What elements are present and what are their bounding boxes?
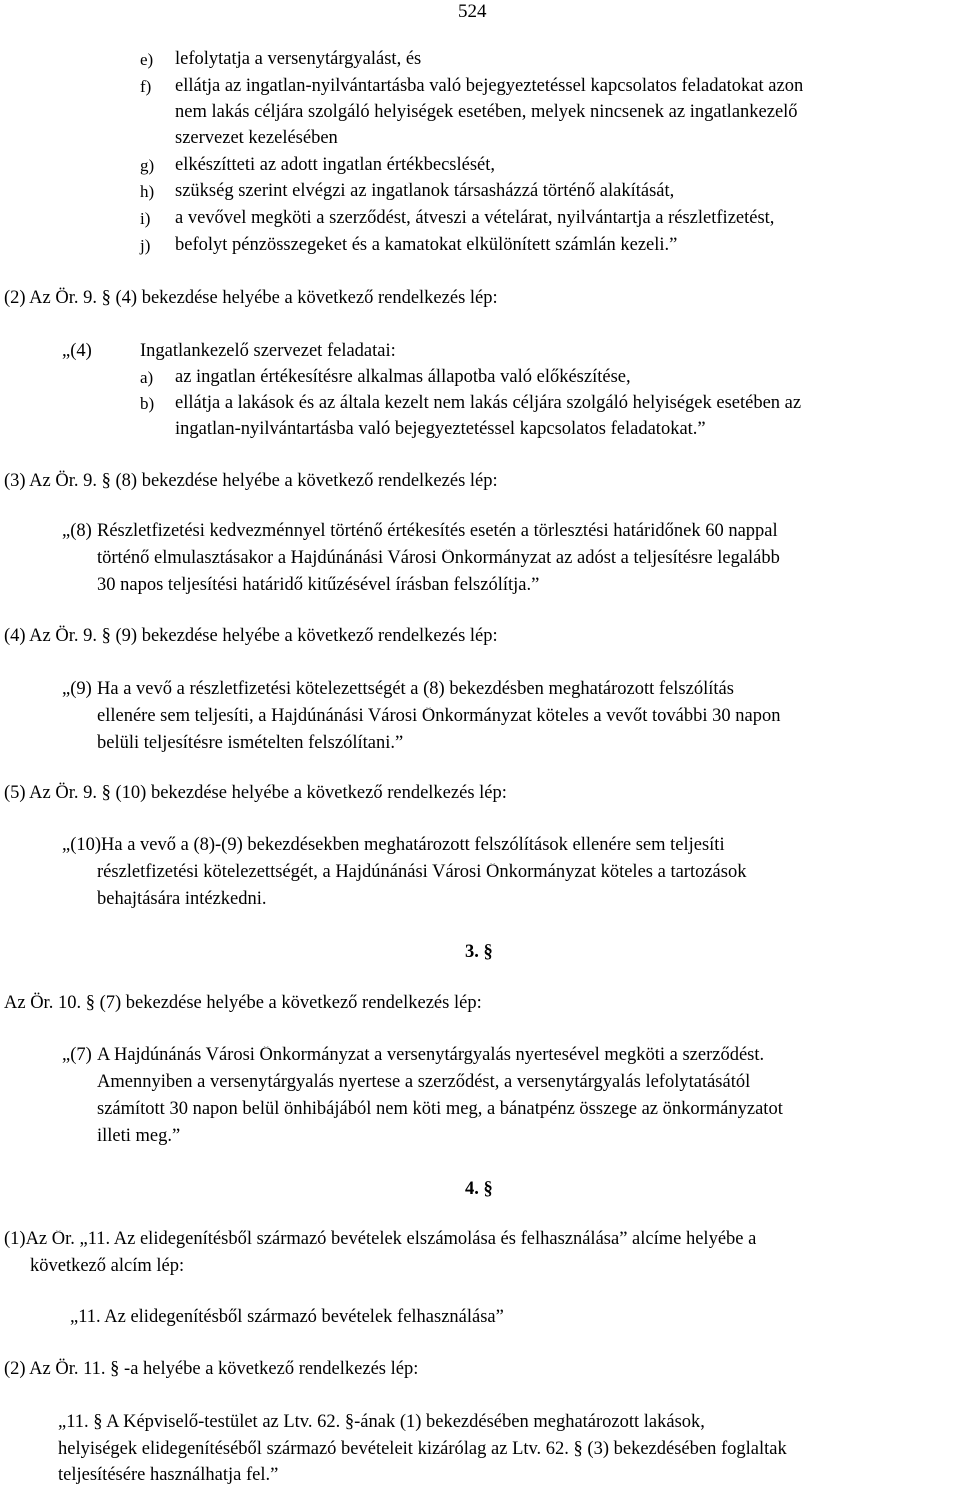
- paragraph-intro: (4) Az Ör. 9. § (9) bekezdése helyébe a következő rendelkezés lép:: [4, 626, 498, 646]
- list-item-text: nem lakás céljára szolgáló helyiségek esetében, melyek nincsenek az ingatlankezelő: [175, 103, 798, 122]
- list-item-label: j): [140, 236, 151, 255]
- list-item-text: szükség szerint elvégzi az ingatlanok társasházzá történő alakítását,: [175, 181, 675, 201]
- paragraph-intro: Az Ör. 10. § (7) bekezdése helyébe a következő rendelkezés lép:: [4, 993, 482, 1013]
- paragraph-text: részletfizetési kötelezettségét, a Hajdúnánási Városi Önkormányzat köteles a tartozások: [97, 863, 747, 882]
- list-item-label: f): [140, 77, 152, 96]
- paragraph-text: következő alcím lép:: [30, 1256, 185, 1276]
- quote-label: „(10): [62, 835, 102, 855]
- paragraph-text: illeti meg.”: [97, 1126, 181, 1146]
- list-item-text: befolyt pénzösszegeket és a kamatokat elkülönített számlán kezeli.”: [175, 235, 678, 255]
- section-heading: Ingatlankezelő szervezet feladatai:: [140, 341, 396, 361]
- list-item-text: az ingatlan értékesítésre alkalmas állapotba való előkészítése,: [175, 367, 631, 387]
- list-item-text: lefolytatja a versenytárgyalást, és: [175, 49, 422, 69]
- quote-label: „(9): [62, 679, 92, 699]
- paragraph-intro: (2) Az Ör. 11. § -a helyébe a következő rendelkezés lép:: [4, 1359, 419, 1379]
- paragraph-intro: (5) Az Ör. 9. § (10) bekezdése helyébe a következő rendelkezés lép:: [4, 783, 507, 803]
- paragraph-text: belüli teljesítésre ismételten felszólítani.”: [97, 733, 404, 753]
- list-item-label: h): [140, 182, 155, 201]
- list-item-text: szervezet kezelésében: [175, 128, 338, 148]
- list-item-label: a): [140, 368, 154, 387]
- paragraph-text: Ha a vevő a (8)-(9) bekezdésekben meghatározott felszólítások ellenére sem teljesíti: [101, 836, 725, 855]
- section-heading: 4. §: [465, 1179, 493, 1199]
- list-item-label: g): [140, 156, 155, 175]
- quoted-subtitle: „11. Az elidegenítésből származó bevételek felhasználása”: [70, 1307, 504, 1327]
- quote-label: „(7): [62, 1045, 92, 1065]
- list-item-text: ingatlan-nyilvántartásba való bejegyeztetéssel kapcsolatos feladatokat.”: [175, 419, 706, 439]
- paragraph-text: Részletfizetési kedvezménnyel történő értékesítés esetén a törlesztési határidőnek 60 nappal: [97, 522, 778, 541]
- list-item-text: a vevővel megköti a szerződést, átveszi a vételárat, nyilvántartja a részletfizetést,: [175, 208, 775, 228]
- page-number: 524: [458, 1, 487, 22]
- paragraph-text: helyiségek elidegenítéséből származó bevételeit kizárólag az Ltv. 62. § (3) bekezdésében foglaltak: [58, 1440, 787, 1459]
- paragraph-text: történő elmulasztásakor a Hajdúnánási Városi Önkormányzat az adóst a teljesítésre legalább: [97, 549, 780, 568]
- list-item-label: i): [140, 209, 151, 228]
- list-item-text: elkészítteti az adott ingatlan értékbecslését,: [175, 155, 496, 175]
- paragraph-intro: (3) Az Ör. 9. § (8) bekezdése helyébe a következő rendelkezés lép:: [4, 471, 498, 491]
- paragraph-text: 30 napos teljesítési határidő kitűzésével írásban felszólítja.”: [97, 575, 540, 595]
- paragraph-text: Amennyiben a versenytárgyalás nyertese a szerződést, a versenytárgyalás lefolytatásától: [97, 1073, 751, 1092]
- paragraph-text: „11. § A Képviselő-testület az Ltv. 62. §-ának (1) bekezdésében meghatározott lakások,: [58, 1413, 705, 1432]
- paragraph-text: A Hajdúnánás Városi Önkormányzat a versenytárgyalás nyertesével megköti a szerződést.: [97, 1046, 765, 1065]
- list-item-text: ellátja a lakások és az általa kezelt nem lakás céljára szolgáló helyiségek esetében az: [175, 394, 802, 413]
- paragraph-text: behajtására intézkedni.: [97, 889, 267, 909]
- paragraph-text: Ha a vevő a részletfizetési kötelezettségét a (8) bekezdésben meghatározott felszólítás: [97, 680, 734, 699]
- paragraph-text: (1)Az Ör. „11. Az elidegenítésből származó bevételek elszámolása és felhasználása” alcíme helyébe a: [4, 1230, 757, 1249]
- paragraph-text: számított 30 napon belül önhibájából nem köti meg, a bánatpénz összege az önkormányzatot: [97, 1100, 783, 1119]
- paragraph-text: ellenére sem teljesíti, a Hajdúnánási Városi Önkormányzat köteles a vevőt további 30 napon: [97, 707, 781, 726]
- quote-label: „(4): [62, 341, 92, 361]
- paragraph-intro: (2) Az Ör. 9. § (4) bekezdése helyébe a következő rendelkezés lép:: [4, 288, 498, 308]
- quote-label: „(8): [62, 521, 92, 541]
- paragraph-text: teljesítésére használhatja fel.”: [58, 1465, 279, 1485]
- section-heading: 3. §: [465, 942, 493, 962]
- list-item-label: e): [140, 50, 154, 69]
- list-item-text: ellátja az ingatlan-nyilvántartásba való bejegyeztetéssel kapcsolatos feladatokat azon: [175, 77, 804, 96]
- list-item-label: b): [140, 394, 155, 413]
